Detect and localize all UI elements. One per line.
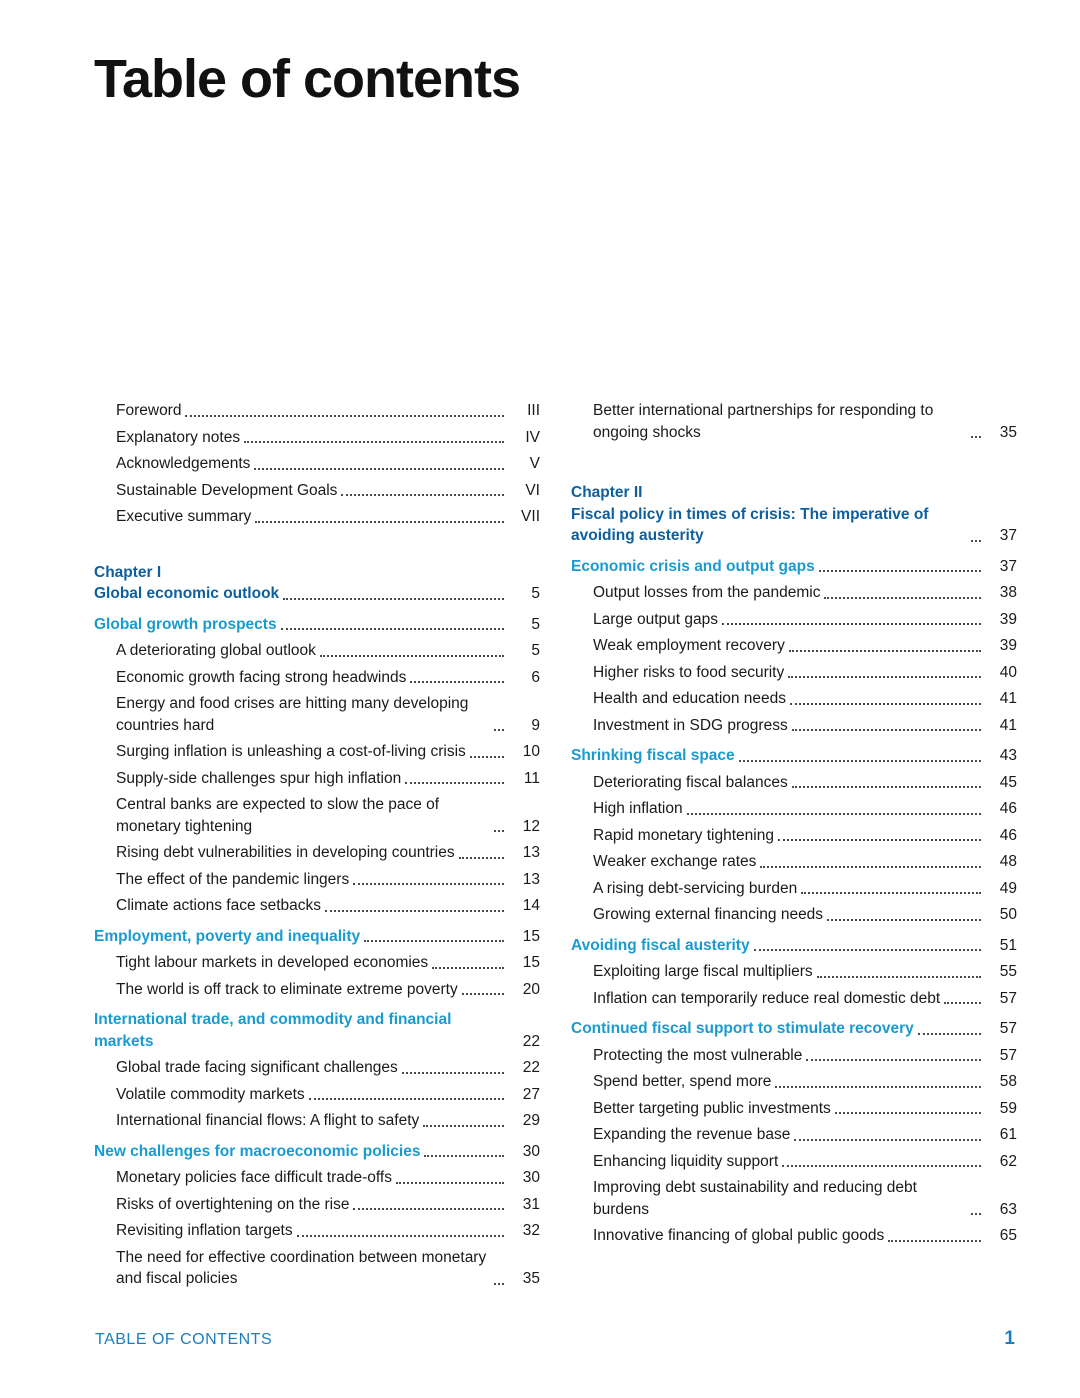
toc-page-number: 55 <box>999 963 1017 980</box>
toc-left-column <box>94 400 540 1295</box>
toc-entry-title: Economic crisis and output gaps <box>571 557 815 575</box>
dot-leader <box>364 940 504 942</box>
dot-leader <box>722 623 981 625</box>
toc-entry-title: Energy and food crises are hitting many developing countries hard <box>116 695 469 734</box>
toc-entry-exploiting-large-fiscal-multipliers[interactable] <box>571 961 1017 983</box>
toc-entry-economic-crisis-and-output-gaps[interactable] <box>571 556 1017 578</box>
toc-entry-title: Global trade facing significant challenges <box>116 1059 398 1076</box>
dot-leader <box>281 628 504 630</box>
toc-entry-executive-summary[interactable] <box>94 506 540 528</box>
toc-entry-surging-inflation-is-unleashing-a-cost-o[interactable] <box>94 741 540 763</box>
toc-page-number: 5 <box>531 615 540 633</box>
toc-entry-title: Executive summary <box>116 508 252 525</box>
toc-entry-title: Avoiding fiscal austerity <box>571 936 750 954</box>
toc-entry-energy-and-food-crises-are-hitting-many-[interactable] <box>94 693 540 736</box>
toc-entry-innovative-financing-of-global-public-go[interactable] <box>571 1225 1017 1247</box>
toc-entry-international-financial-flows-a-flight-t[interactable] <box>94 1110 540 1132</box>
toc-entry-title: The need for effective coordination between monetary and fiscal policies <box>116 1248 487 1287</box>
toc-entry-large-output-gaps[interactable] <box>571 609 1017 631</box>
dot-leader <box>788 676 981 678</box>
toc-entry-improving-debt-sustainability-and-reduci[interactable] <box>571 1177 1017 1220</box>
toc-entry-title: Spend better, spend more <box>593 1073 772 1090</box>
toc-page-number: 15 <box>522 927 540 945</box>
toc-entry-title: A deteriorating global outlook <box>116 642 316 659</box>
toc-entry-title: The world is off track to eliminate extreme poverty <box>116 980 458 998</box>
toc-entry-title: International trade, and commodity and financial markets <box>94 1011 452 1050</box>
toc-entry-employment-poverty-and-inequality[interactable] <box>94 926 540 948</box>
toc-entry-weaker-exchange-rates[interactable] <box>571 851 1017 873</box>
toc-entry-title: Rising debt vulnerabilities in developing countries <box>116 844 455 861</box>
toc-page-number: 48 <box>999 853 1017 870</box>
footer-label: TABLE OF CONTENTS <box>95 1331 273 1348</box>
toc-entry-title: New challenges for macroeconomic policies <box>94 1142 421 1160</box>
dot-leader <box>888 1240 981 1242</box>
dot-leader <box>971 1213 981 1215</box>
toc-right-column <box>571 400 1017 1252</box>
dot-leader <box>687 813 981 815</box>
toc-page-number: 59 <box>999 1099 1017 1117</box>
toc-page-number: 46 <box>999 800 1017 817</box>
dot-leader <box>353 883 504 885</box>
toc-entry-continued-fiscal-support-to-stimulate-re[interactable] <box>571 1018 1017 1040</box>
toc-entry-acknowledgements[interactable] <box>94 453 540 475</box>
dot-leader <box>320 655 504 657</box>
dot-leader <box>494 830 504 832</box>
dot-leader <box>824 597 981 599</box>
toc-entry-title: International financial flows: A flight to safety <box>116 1112 420 1129</box>
toc-entry-title: Central banks are expected to slow the pace of monetary tightening <box>116 796 440 835</box>
toc-entry-risks-of-overtightening-on-the-rise[interactable] <box>94 1194 540 1216</box>
toc-entry-better-targeting-public-investments[interactable] <box>571 1098 1017 1120</box>
toc-page-number: 20 <box>522 980 540 998</box>
toc-entry-title: Global growth prospects <box>94 615 277 633</box>
toc-entry-title: Acknowledgements <box>116 455 251 472</box>
toc-entry-title: Foreword <box>116 402 182 419</box>
toc-entry-a-rising-debt-servicing-burden[interactable] <box>571 878 1017 900</box>
toc-page-number: 41 <box>999 716 1017 734</box>
toc-entry-title: Volatile commodity markets <box>116 1085 305 1103</box>
dot-leader <box>944 1002 981 1004</box>
toc-entry-high-inflation[interactable] <box>571 798 1017 820</box>
dot-leader <box>341 494 504 496</box>
toc-entry-title: Exploiting large fiscal multipliers <box>593 963 813 980</box>
toc-page-number: 10 <box>522 743 540 760</box>
toc-entry-title: Risks of overtightening on the rise <box>116 1195 350 1213</box>
dot-leader <box>402 1072 504 1074</box>
toc-page-number: 14 <box>522 897 540 914</box>
toc-entry-the-need-for-effective-coordination-betw[interactable] <box>94 1247 540 1290</box>
toc-entry-title: Weaker exchange rates <box>593 853 757 870</box>
dot-leader <box>775 1086 981 1088</box>
dot-leader <box>462 993 504 995</box>
toc-page-number: V <box>529 455 540 472</box>
toc-page-number: 5 <box>531 585 540 602</box>
toc-entry-tight-labour-markets-in-developed-econom[interactable] <box>94 952 540 974</box>
toc-page-number: 37 <box>999 557 1017 575</box>
toc-entry-title: Explanatory notes <box>116 428 241 446</box>
toc-entry-enhancing-liquidity-support[interactable] <box>571 1151 1017 1173</box>
toc-entry-title: Health and education needs <box>593 690 787 707</box>
toc-entry-international-trade-and-commodity-and-fi[interactable] <box>94 1009 540 1052</box>
dot-leader <box>396 1182 504 1184</box>
dot-leader <box>459 857 504 859</box>
toc-entry-title: Weak employment recovery <box>593 637 785 654</box>
toc-entry-title: Large output gaps <box>593 610 718 628</box>
dot-leader <box>297 1235 504 1237</box>
toc-entry-central-banks-are-expected-to-slow-the-p[interactable] <box>94 794 540 837</box>
toc-entry-output-losses-from-the-pandemic[interactable] <box>571 582 1017 604</box>
page-title: Table of contents <box>94 49 521 109</box>
dot-leader <box>470 756 504 758</box>
toc-entry-better-international-partnerships-for-re[interactable] <box>571 400 1017 443</box>
toc-page-number: VI <box>525 481 540 499</box>
dot-leader <box>817 976 981 978</box>
toc-page-number: 22 <box>522 1032 540 1050</box>
toc-page-number: 13 <box>522 844 540 861</box>
toc-entry-expanding-the-revenue-base[interactable] <box>571 1124 1017 1146</box>
dot-leader <box>255 521 504 523</box>
toc-page-number: 37 <box>999 527 1017 544</box>
dot-leader <box>971 436 981 438</box>
toc-page-number: 30 <box>522 1142 540 1160</box>
toc-entry-volatile-commodity-markets[interactable] <box>94 1084 540 1106</box>
toc-page-number: 5 <box>531 642 540 659</box>
dot-leader <box>760 866 981 868</box>
toc-page-number: 50 <box>999 906 1017 923</box>
toc-page-number: 12 <box>522 817 540 835</box>
toc-page-number: 57 <box>999 1020 1017 1037</box>
toc-entry-rising-debt-vulnerabilities-in-developin[interactable] <box>94 842 540 864</box>
toc-entry-a-deteriorating-global-outlook[interactable] <box>94 640 540 662</box>
dot-leader <box>819 570 981 572</box>
toc-entry-investment-in-sdg-progress[interactable] <box>571 715 1017 737</box>
toc-entry-global-trade-facing-significant-challeng[interactable] <box>94 1057 540 1079</box>
dot-leader <box>494 1283 504 1285</box>
toc-entry-weak-employment-recovery[interactable] <box>571 635 1017 657</box>
toc-page-number: 13 <box>522 870 540 888</box>
toc-entry-title: Surging inflation is unleashing a cost-of-living crisis <box>116 743 466 760</box>
toc-page-number: 57 <box>999 1046 1017 1064</box>
toc-entry-title: Improving debt sustainability and reducing debt burdens <box>593 1179 917 1218</box>
dot-leader <box>835 1112 981 1114</box>
dot-leader <box>405 782 504 784</box>
toc-entry-title: Climate actions face setbacks <box>116 897 322 914</box>
dot-leader <box>792 729 981 731</box>
dot-leader <box>827 919 981 921</box>
dot-leader <box>789 650 981 652</box>
dot-leader <box>423 1125 504 1127</box>
toc-entry-title: Protecting the most vulnerable <box>593 1046 803 1064</box>
toc-page-number: 49 <box>999 879 1017 897</box>
dot-leader <box>971 540 981 542</box>
toc-entry-title: The effect of the pandemic lingers <box>116 870 350 888</box>
toc-page-number: 40 <box>999 663 1017 681</box>
dot-leader <box>309 1098 504 1100</box>
toc-page-number: 57 <box>999 989 1017 1007</box>
toc-entry-title: Economic growth facing strong headwinds <box>116 668 407 686</box>
toc-page-number: 31 <box>522 1195 540 1213</box>
toc-page-number: 61 <box>999 1126 1017 1143</box>
toc-entry-growing-external-financing-needs[interactable] <box>571 904 1017 926</box>
dot-leader <box>918 1033 981 1035</box>
toc-page-number: 51 <box>999 936 1017 954</box>
toc-page-number: 65 <box>999 1227 1017 1244</box>
toc-entry-title: Rapid monetary tightening <box>593 826 774 844</box>
toc-entry-inflation-can-temporarily-reduce-real-do[interactable] <box>571 988 1017 1010</box>
toc-entry-economic-growth-facing-strong-headwinds[interactable] <box>94 667 540 689</box>
toc-entry-title: Shrinking fiscal space <box>571 747 735 764</box>
dot-leader <box>739 760 981 762</box>
toc-entry-avoiding-fiscal-austerity[interactable] <box>571 935 1017 957</box>
toc-page-number: 11 <box>523 769 540 787</box>
toc-entry-the-world-is-off-track-to-eliminate-extr[interactable] <box>94 979 540 1001</box>
toc-entry-title: Better targeting public investments <box>593 1099 831 1117</box>
toc-entry-the-effect-of-the-pandemic-lingers[interactable] <box>94 869 540 891</box>
toc-entry-title: Employment, poverty and inequality <box>94 927 361 945</box>
toc-page-number: 15 <box>522 954 540 971</box>
toc-entry-title: Revisiting inflation targets <box>116 1222 293 1239</box>
toc-entry-global-growth-prospects[interactable] <box>94 614 540 636</box>
dot-leader <box>806 1059 981 1061</box>
dot-leader <box>778 839 981 841</box>
dot-leader <box>494 729 504 731</box>
toc-entry-protecting-the-most-vulnerable[interactable] <box>571 1045 1017 1067</box>
toc-page-number: 9 <box>531 716 540 734</box>
toc-page-number: 63 <box>999 1200 1017 1218</box>
toc-entry-climate-actions-face-setbacks[interactable] <box>94 895 540 917</box>
toc-page-number: 29 <box>522 1112 540 1129</box>
toc-page-number: 41 <box>999 690 1017 707</box>
toc-entry-title: Tight labour markets in developed economies <box>116 954 429 971</box>
dot-leader <box>325 910 504 912</box>
toc-entry-foreword[interactable] <box>94 400 540 422</box>
toc-entry-title: Innovative financing of global public goods <box>593 1227 885 1244</box>
toc-entry-title: Fiscal policy in times of crisis: The imperative of avoiding austerity <box>571 505 929 544</box>
toc-page-number: IV <box>525 428 540 446</box>
toc-entry-sustainable-development-goals[interactable] <box>94 480 540 502</box>
toc-entry-title: Global economic outlook <box>94 585 280 602</box>
toc-entry-title: High inflation <box>593 800 683 817</box>
toc-page-number: 32 <box>522 1222 540 1239</box>
toc-page-number: 43 <box>999 747 1017 764</box>
dot-leader <box>410 681 504 683</box>
dot-leader <box>782 1165 981 1167</box>
toc-page-number: 30 <box>522 1169 540 1186</box>
toc-page-number: 45 <box>999 773 1017 791</box>
chapter-label: Chapter I <box>94 563 162 581</box>
toc-entry-title: Sustainable Development Goals <box>116 481 338 499</box>
toc-entry-title: Output losses from the pandemic <box>593 584 821 601</box>
footer-page-number: 1 <box>1004 1328 1015 1349</box>
toc-entry-rapid-monetary-tightening[interactable] <box>571 825 1017 847</box>
toc-entry-title: Better international partnerships for responding to ongoing shocks <box>593 402 934 441</box>
toc-entry-monetary-policies-face-difficult-trade-o[interactable] <box>94 1167 540 1189</box>
toc-page-number: 27 <box>522 1085 540 1103</box>
toc-entry-health-and-education-needs[interactable] <box>571 688 1017 710</box>
toc-entry-title: Inflation can temporarily reduce real domestic debt <box>593 989 941 1007</box>
toc-entry-title: Higher risks to food security <box>593 663 785 681</box>
dot-leader <box>792 786 981 788</box>
toc-entry-title: Enhancing liquidity support <box>593 1152 779 1170</box>
toc-entry-title: Investment in SDG progress <box>593 716 788 734</box>
dot-leader <box>432 967 504 969</box>
toc-entry-deteriorating-fiscal-balances[interactable] <box>571 772 1017 794</box>
chapter-label: Chapter II <box>571 484 643 501</box>
toc-entry-fiscal-policy-in-times-of-crisis-the-imp[interactable] <box>571 504 1017 547</box>
toc-entry-title: Continued fiscal support to stimulate recovery <box>571 1020 914 1037</box>
toc-entry-revisiting-inflation-targets[interactable] <box>94 1220 540 1242</box>
toc-entry-title: Expanding the revenue base <box>593 1126 791 1143</box>
toc-page-number: VII <box>521 508 540 525</box>
toc-entry-global-economic-outlook[interactable] <box>94 583 540 605</box>
toc-entry-supply-side-challenges-spur-high-inflati[interactable] <box>94 768 540 790</box>
toc-entry-spend-better-spend-more[interactable] <box>571 1071 1017 1093</box>
dot-leader <box>424 1155 504 1157</box>
toc-entry-explanatory-notes[interactable] <box>94 427 540 449</box>
toc-entry-shrinking-fiscal-space[interactable] <box>571 745 1017 767</box>
dot-leader <box>794 1139 981 1141</box>
toc-entry-title: Growing external financing needs <box>593 906 824 923</box>
toc-page-number: III <box>527 402 540 419</box>
toc-page-number: 62 <box>999 1152 1017 1170</box>
toc-page-number: 39 <box>999 610 1017 628</box>
toc-page-number: 35 <box>999 423 1017 441</box>
dot-leader <box>254 468 504 470</box>
toc-page-number: 22 <box>522 1059 540 1076</box>
toc-entry-new-challenges-for-macroeconomic-policie[interactable] <box>94 1141 540 1163</box>
toc-entry-higher-risks-to-food-security[interactable] <box>571 662 1017 684</box>
toc-page-number: 35 <box>522 1270 540 1287</box>
dot-leader <box>801 892 981 894</box>
toc-entry-title: A rising debt-servicing burden <box>593 879 798 897</box>
toc-entry-title: Supply-side challenges spur high inflation <box>116 769 402 787</box>
dot-leader <box>185 415 504 417</box>
dot-leader <box>754 949 981 951</box>
toc-page-number: 38 <box>999 584 1017 601</box>
dot-leader <box>790 703 981 705</box>
toc-page-number: 39 <box>999 637 1017 654</box>
dot-leader <box>283 598 504 600</box>
toc-entry-title: Deteriorating fiscal balances <box>593 773 788 791</box>
dot-leader <box>244 441 504 443</box>
toc-entry-title: Monetary policies face difficult trade-offs <box>116 1169 392 1186</box>
dot-leader <box>353 1208 504 1210</box>
toc-page-number: 58 <box>999 1073 1017 1090</box>
toc-page-number: 6 <box>531 668 540 686</box>
toc-page-number: 46 <box>999 826 1017 844</box>
